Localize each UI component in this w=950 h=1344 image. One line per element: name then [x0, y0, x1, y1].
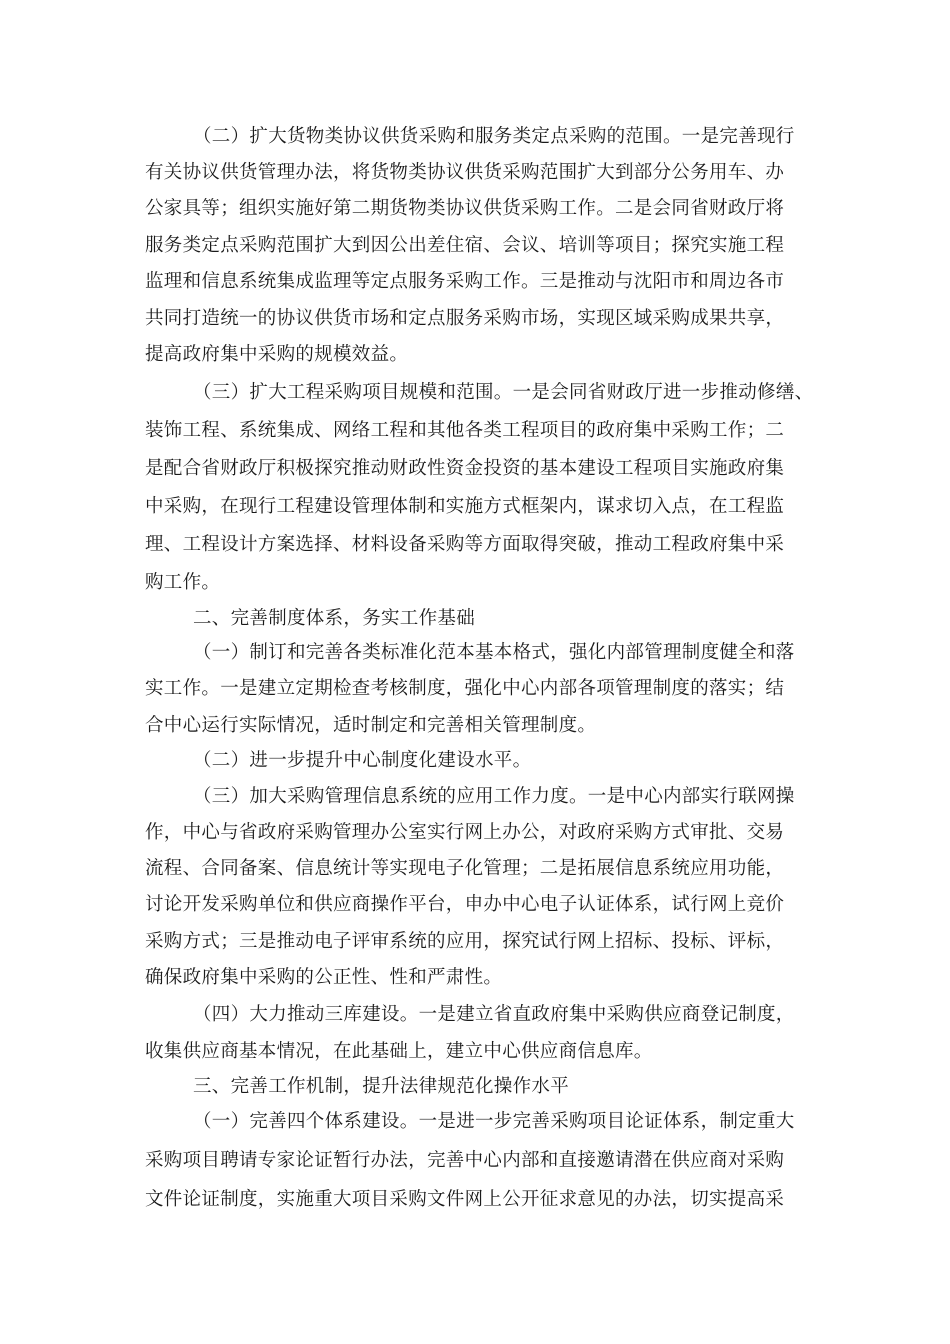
text-line: 中采购，在现行工程建设管理体制和实施方式框架内，谋求切入点，在工程监 [145, 496, 785, 517]
text-line: 合中心运行实际情况，适时制定和完善相关管理制度。 [145, 715, 597, 736]
text-line: （二）进一步提升中心制度化建设水平。 [193, 750, 532, 771]
text-line: 流程、合同备案、信息统计等实现电子化管理；二是拓展信息系统应用功能， [145, 858, 785, 879]
text-line: 监理和信息系统集成监理等定点服务采购工作。三是推动与沈阳市和周边各市 [145, 271, 785, 292]
text-line: （一）制订和完善各类标准化范本基本格式，强化内部管理制度健全和落 [193, 642, 795, 663]
text-line: 装饰工程、系统集成、网络工程和其他各类工程项目的政府集中采购工作；二 [145, 420, 785, 441]
text-line: 作，中心与省政府采购管理办公室实行网上办公，对政府采购方式审批、交易 [145, 822, 785, 843]
text-line: 采购项目聘请专家论证暂行办法，完善中心内部和直接邀请潜在供应商对采购 [145, 1150, 785, 1171]
text-line: 有关协议供货管理办法，将货物类协议供货采购范围扩大到部分公务用车、办 [145, 162, 785, 183]
text-line: （一）完善四个体系建设。一是进一步完善采购项目论证体系，制定重大 [193, 1111, 795, 1132]
text-line: 共同打造统一的协议供货市场和定点服务采购市场，实现区域采购成果共享， [145, 308, 785, 329]
text-line: （二）扩大货物类协议供货采购和服务类定点采购的范围。一是完善现行 [193, 126, 795, 147]
text-line: 确保政府集中采购的公正性、性和严肃性。 [145, 967, 503, 988]
text-line: （三）加大采购管理信息系统的应用工作力度。一是中心内部实行联网操 [193, 786, 795, 807]
text-line: 采购方式；三是推动电子评审系统的应用，探究试行网上招标、投标、评标， [145, 931, 785, 952]
text-line: 文件论证制度，实施重大项目采购文件网上公开征求意见的办法，切实提高采 [145, 1189, 785, 1210]
section-heading: 三、完善工作机制，提升法律规范化操作水平 [193, 1076, 570, 1097]
text-line: 服务类定点采购范围扩大到因公出差住宿、会议、培训等项目；探究实施工程 [145, 235, 785, 256]
text-line: 理、工程设计方案选择、材料设备采购等方面取得突破，推动工程政府集中采 [145, 534, 785, 555]
section-heading: 二、完善制度体系，务实工作基础 [193, 608, 476, 629]
text-line: 实工作。一是建立定期检查考核制度，强化中心内部各项管理制度的落实；结 [145, 678, 785, 699]
text-line: 是配合省财政厅积极探究推动财政性资金投资的基本建设工程项目实施政府集 [145, 458, 785, 479]
text-line: 购工作。 [145, 572, 221, 593]
text-line: 讨论开发采购单位和供应商操作平台，申办中心电子认证体系，试行网上竞价 [145, 894, 785, 915]
text-line: （三）扩大工程采购项目规模和范围。一是会同省财政厅进一步推动修缮、 [193, 382, 814, 403]
text-line: 提高政府集中采购的规模效益。 [145, 344, 409, 365]
text-line: 收集供应商基本情况，在此基础上，建立中心供应商信息库。 [145, 1041, 653, 1062]
text-line: （四）大力推动三库建设。一是建立省直政府集中采购供应商登记制度， [193, 1004, 795, 1025]
text-line: 公家具等；组织实施好第二期货物类协议供货采购工作。二是会同省财政厅将 [145, 198, 785, 219]
